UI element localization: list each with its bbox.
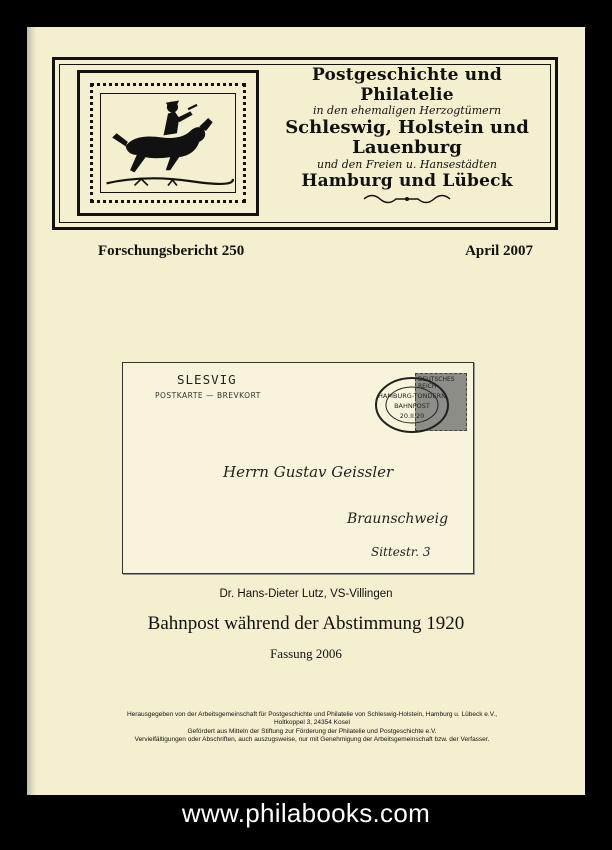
- header-line-2: in den ehemaligen Herzogtümern: [312, 104, 502, 118]
- postcard-image: [122, 362, 474, 574]
- header-frame: [52, 57, 558, 230]
- document-version: Fassung 2006: [270, 646, 342, 661]
- publisher-footer: [60, 711, 564, 745]
- document-title: Bahnpost während der Abstimmung 1920: [147, 613, 465, 634]
- header-line-5: Hamburg und Lübeck: [301, 170, 513, 191]
- stamp-frame: [77, 70, 259, 216]
- header-line-3: Schleswig, Holstein und Lauenburg: [285, 116, 529, 159]
- header-title-block: [267, 66, 547, 221]
- report-date: April 2007: [465, 243, 533, 259]
- author-line: Dr. Hans-Dieter Lutz, VS-Villingen: [219, 588, 393, 600]
- postcard-subtitle: POSTKARTE — BREVKORT: [155, 391, 261, 400]
- footer-line-1: Herausgegeben von der Arbeitsgemeinschaft für Postgeschichte und Philatelie von Schleswig-Holstein, Hamburg u. Lübeck e.V.,: [126, 711, 498, 718]
- postcard-title: SLESVIG: [177, 372, 237, 387]
- address-name: Herrn Gustav Geissler: [223, 463, 394, 481]
- footer-line-2: Holtkoppel 3, 24354 Kosel: [274, 719, 350, 727]
- postmark-line-1: HAMBURG-TONDERN: [378, 392, 446, 400]
- postmark-cancel-icon: [373, 375, 451, 435]
- report-number: Forschungsbericht 250: [98, 243, 245, 259]
- post-rider-stamp-icon: [100, 93, 236, 193]
- postmark-line-3: 20.II.20: [399, 412, 425, 420]
- scroll-ornament-icon: [267, 191, 547, 207]
- report-info-row: [98, 243, 533, 260]
- postmark-line-2: BAHNPOST: [394, 402, 430, 410]
- address-street: Sittestr. 3: [371, 545, 431, 559]
- website-watermark: www.philabooks.com: [181, 798, 431, 828]
- page-edge-shadow: [27, 27, 37, 795]
- header-line-1: Postgeschichte und Philatelie: [311, 65, 503, 105]
- address-city: Braunschweig: [347, 511, 449, 527]
- postmark-text: [373, 375, 451, 435]
- footer-line-3: Gefördert aus Mitteln der Stiftung zur Förderung der Philatelie und Postgeschichte e.V.: [187, 727, 437, 735]
- footer-line-4: Vervielfältigungen oder Abschriften, auch auszugsweise, nur mit Genehmigung der Arbeitsgemeinschaft bzw. der Verfasser.: [134, 736, 490, 744]
- header-line-4: und den Freien u. Hansestädten: [317, 158, 497, 172]
- postage-stamp-text: DEUTSCHES REICH: [418, 376, 455, 390]
